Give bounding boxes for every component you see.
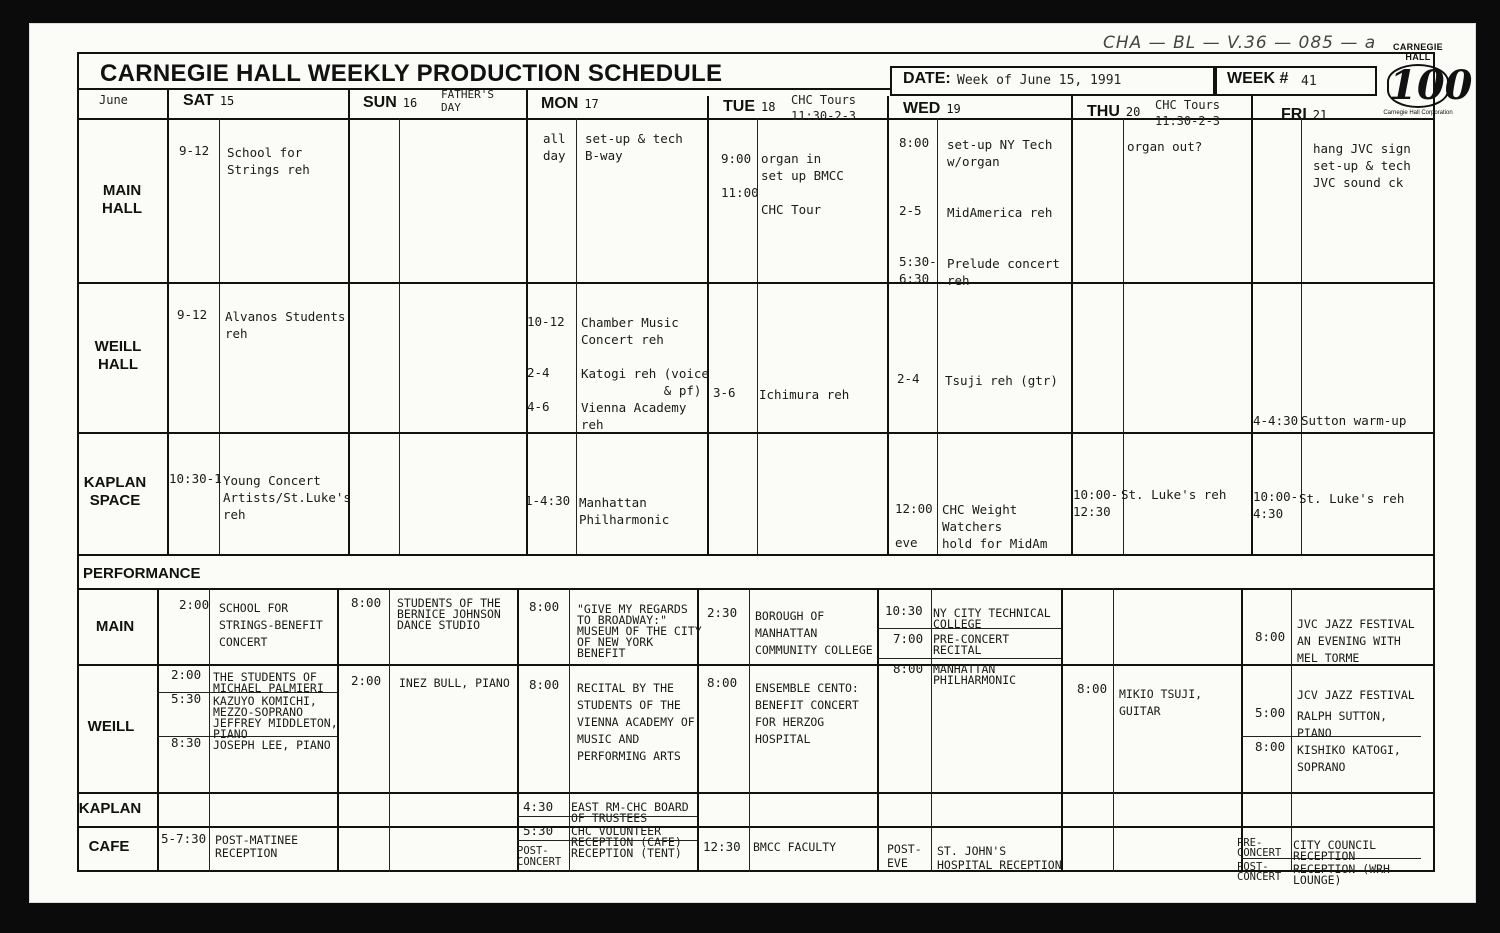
perf-weill-sat1-time: 2:00	[171, 667, 202, 682]
perf-main-wed1-text: NY CITY TECHNICAL COLLEGE	[933, 606, 1051, 631]
perf-weill-fri3-text: KISHIKO KATOGI, SOPRANO	[1297, 743, 1401, 774]
day-sun: SUN 16	[363, 94, 418, 111]
perf-main-wed2-time: 7:00	[893, 631, 924, 646]
weill-hall-fri-time: 4-4:30	[1253, 413, 1299, 428]
kaplan-sat-text: Young Concert Artists/St.Luke's reh	[223, 473, 351, 522]
perf-main-tue-time: 2:30	[707, 605, 738, 620]
perf-weill-sat1-text: THE STUDENTS OF MICHAEL PALMIERI	[213, 670, 324, 695]
perf-cafe-mon2-time: POST- CONCERT	[517, 845, 562, 868]
perf-weill-fri2-time: 5:00	[1255, 705, 1286, 720]
day-thu: THU 20	[1087, 103, 1141, 120]
main-hall-sat-time: 9-12	[179, 143, 210, 158]
perf-main-sun-text: STUDENTS OF THE BERNICE JOHNSON DANCE STUDIO	[397, 596, 501, 632]
kaplan-mon-time: 1-4:30	[525, 493, 571, 508]
accession-number: CHA — BL — V.36 — 085 — a	[1103, 33, 1377, 53]
schedule-title: CARNEGIE HALL WEEKLY PRODUCTION SCHEDULE	[100, 60, 723, 87]
kaplan-fri-time: 10:00- 4:30	[1253, 489, 1299, 521]
date-value: Week of June 15, 1991	[957, 73, 1122, 88]
tue-tours-note: CHC Tours 11:30-2-3	[791, 93, 857, 123]
weill-hall-wed-text: Tsuji reh (gtr)	[945, 373, 1058, 388]
perf-cafe-fri2-text: RECEPTION (WRH LOUNGE)	[1293, 862, 1390, 887]
perf-cafe-fri1-text: CITY COUNCIL RECEPTION	[1293, 838, 1377, 863]
day-sat: SAT 15	[183, 92, 235, 109]
weill-hall-mon-time: 10-12 2-4 4-6	[527, 314, 565, 414]
main-hall-tue-time: 9:00 11:00	[721, 151, 759, 200]
perf-main-fri-time: 8:00	[1255, 629, 1286, 644]
month-label: June	[99, 93, 128, 107]
week-label: WEEK #	[1227, 70, 1289, 87]
perf-cafe-mon2-text: RECEPTION (TENT)	[571, 846, 682, 860]
perf-main-wed1-time: 10:30	[885, 603, 923, 618]
perf-cafe-sat-text: POST-MATINEE RECEPTION	[215, 833, 299, 860]
day-fri: FRI 21	[1281, 106, 1328, 123]
perf-cafe-tue-time: 12:30	[703, 839, 741, 854]
perf-kaplan-mon-text: EAST RM-CHC BOARD OF TRUSTEES	[571, 800, 689, 825]
schedule-sheet	[65, 52, 1435, 887]
perf-row-kaplan: KAPLAN	[78, 800, 142, 817]
perf-weill-sat3-text: JOSEPH LEE, PIANO	[213, 738, 331, 752]
perf-weill-sun-time: 2:00	[351, 673, 382, 688]
row-label-weill-hall: WEILL HALL	[94, 338, 142, 373]
perf-cafe-mon1-time: 5:30	[523, 823, 554, 838]
weill-hall-tue-text: Ichimura reh	[759, 387, 850, 402]
perf-row-cafe: CAFE	[88, 838, 130, 855]
kaplan-sat-time: 10:30-1	[169, 471, 222, 486]
date-label: DATE:	[903, 70, 951, 87]
main-hall-tue-text: organ in set up BMCC CHC Tour	[761, 151, 844, 217]
weill-hall-mon-text: Chamber Music Concert reh Katogi reh (voice & pf) Vienna Academy reh	[581, 315, 709, 432]
kaplan-fri-text: St. Luke's reh	[1299, 491, 1405, 506]
weill-hall-wed-time: 2-4	[897, 371, 920, 386]
performance-section-label: PERFORMANCE	[83, 565, 201, 582]
main-hall-sat-text: School for Strings reh	[227, 145, 310, 177]
perf-weill-thu-text: MIKIO TSUJI, GUITAR	[1119, 687, 1203, 718]
perf-weill-sat3-time: 8:30	[171, 735, 202, 750]
kaplan-wed-text: CHC Weight Watchers hold for MidAm	[942, 502, 1048, 551]
perf-weill-sat2-time: 5:30	[171, 691, 202, 706]
kaplan-wed-time: 12:00 eve	[895, 501, 933, 550]
weill-hall-tue-time: 3-6	[713, 385, 736, 400]
fathers-day-note: FATHER'S DAY	[441, 88, 494, 114]
perf-cafe-wed-time: POST- EVE	[887, 842, 922, 870]
kaplan-thu-text: St. Luke's reh	[1121, 487, 1227, 502]
perf-row-main: MAIN	[95, 618, 135, 635]
perf-row-weill: WEILL	[87, 718, 135, 735]
perf-main-mon-text: "GIVE MY REGARDS TO BROADWAY:" MUSEUM OF THE CITY OF NEW YORK BENEFIT	[577, 602, 702, 660]
perf-weill-mon-time: 8:00	[529, 677, 560, 692]
main-hall-mon-text: set-up & tech B-way	[585, 131, 683, 163]
main-hall-fri-text: hang JVC sign set-up & tech JVC sound ck	[1313, 141, 1411, 190]
perf-weill-mon-text: RECITAL BY THE STUDENTS OF THE VIENNA ACADEMY OF MUSIC AND PERFORMING ARTS	[577, 681, 695, 763]
weill-hall-fri-text: Sutton warm-up	[1301, 413, 1407, 428]
kaplan-thu-time: 10:00- 12:30	[1073, 487, 1119, 519]
main-hall-thu-text: organ out?	[1127, 139, 1203, 154]
perf-cafe-sat-time: 5-7:30	[161, 831, 207, 846]
perf-main-wed3-time: 8:00	[893, 661, 924, 676]
main-hall-mon-time: all day	[543, 131, 566, 163]
perf-cafe-wed-text: ST. JOHN'S HOSPITAL RECEPTION	[937, 844, 1062, 872]
perf-weill-tue-text: ENSEMBLE CENTO: BENEFIT CONCERT FOR HERZOG HOSPITAL	[755, 681, 859, 746]
thu-tours-note: CHC Tours 11:30-2-3	[1155, 98, 1221, 128]
logo-top-text: CARNEGIE HALL	[1393, 42, 1443, 62]
perf-weill-fri3-time: 8:00	[1255, 739, 1286, 754]
perf-weill-fri2-text: RALPH SUTTON, PIANO	[1297, 709, 1388, 740]
day-mon: MON 17	[541, 95, 599, 112]
perf-main-sat-text: SCHOOL FOR STRINGS-BENEFIT CONCERT	[219, 601, 323, 649]
perf-kaplan-mon-time: 4:30	[523, 799, 554, 814]
perf-main-fri-text: JVC JAZZ FESTIVAL AN EVENING WITH MEL TORME	[1297, 617, 1415, 665]
row-label-kaplan-space: KAPLAN SPACE	[83, 474, 147, 509]
day-wed: WED 19	[903, 100, 961, 117]
perf-weill-sat2-text: KAZUYO KOMICHI, MEZZO-SOPRANO JEFFREY MIDDLETON, PIANO	[213, 694, 338, 741]
perf-main-mon-time: 8:00	[529, 599, 560, 614]
row-label-main-hall: MAIN HALL	[102, 182, 142, 217]
perf-cafe-tue-text: BMCC FACULTY	[753, 840, 837, 854]
perf-main-wed2-text: PRE-CONCERT RECITAL	[933, 632, 1010, 657]
perf-cafe-mon1-text: CHC VOLUNTEER RECEPTION (CAFE)	[571, 824, 682, 849]
logo-bottom-text: Carnegie Hall Corporation	[1383, 110, 1453, 116]
logo-number: 100	[1389, 62, 1473, 109]
perf-weill-tue-time: 8:00	[707, 675, 738, 690]
main-hall-wed-text: set-up NY Tech w/organ MidAmerica reh Prelude concert reh	[947, 137, 1060, 288]
weill-hall-sat-text: Alvanos Students reh	[225, 309, 346, 341]
perf-main-sat-time: 2:00	[179, 597, 210, 612]
day-tue: TUE 18	[723, 98, 776, 115]
perf-main-sun-time: 8:00	[351, 595, 382, 610]
main-hall-wed-time: 8:00 2-5 5:30- 6:30	[899, 135, 937, 286]
perf-main-tue-text: BOROUGH OF MANHATTAN COMMUNITY COLLEGE	[755, 609, 873, 657]
perf-weill-fri1-text: JCV JAZZ FESTIVAL	[1297, 688, 1415, 702]
perf-weill-sun-text: INEZ BULL, PIANO	[399, 676, 510, 690]
weill-hall-sat-time: 9-12	[177, 307, 208, 322]
week-value: 41	[1301, 74, 1317, 89]
perf-main-wed3-text: MANHATTAN PHILHARMONIC	[933, 662, 1017, 687]
kaplan-mon-text: Manhattan Philharmonic	[579, 495, 670, 527]
perf-cafe-fri1-time: PRE- CONCERT	[1237, 837, 1282, 859]
perf-cafe-fri2-time: POST- CONCERT	[1237, 861, 1282, 883]
perf-weill-thu-time: 8:00	[1077, 681, 1108, 696]
